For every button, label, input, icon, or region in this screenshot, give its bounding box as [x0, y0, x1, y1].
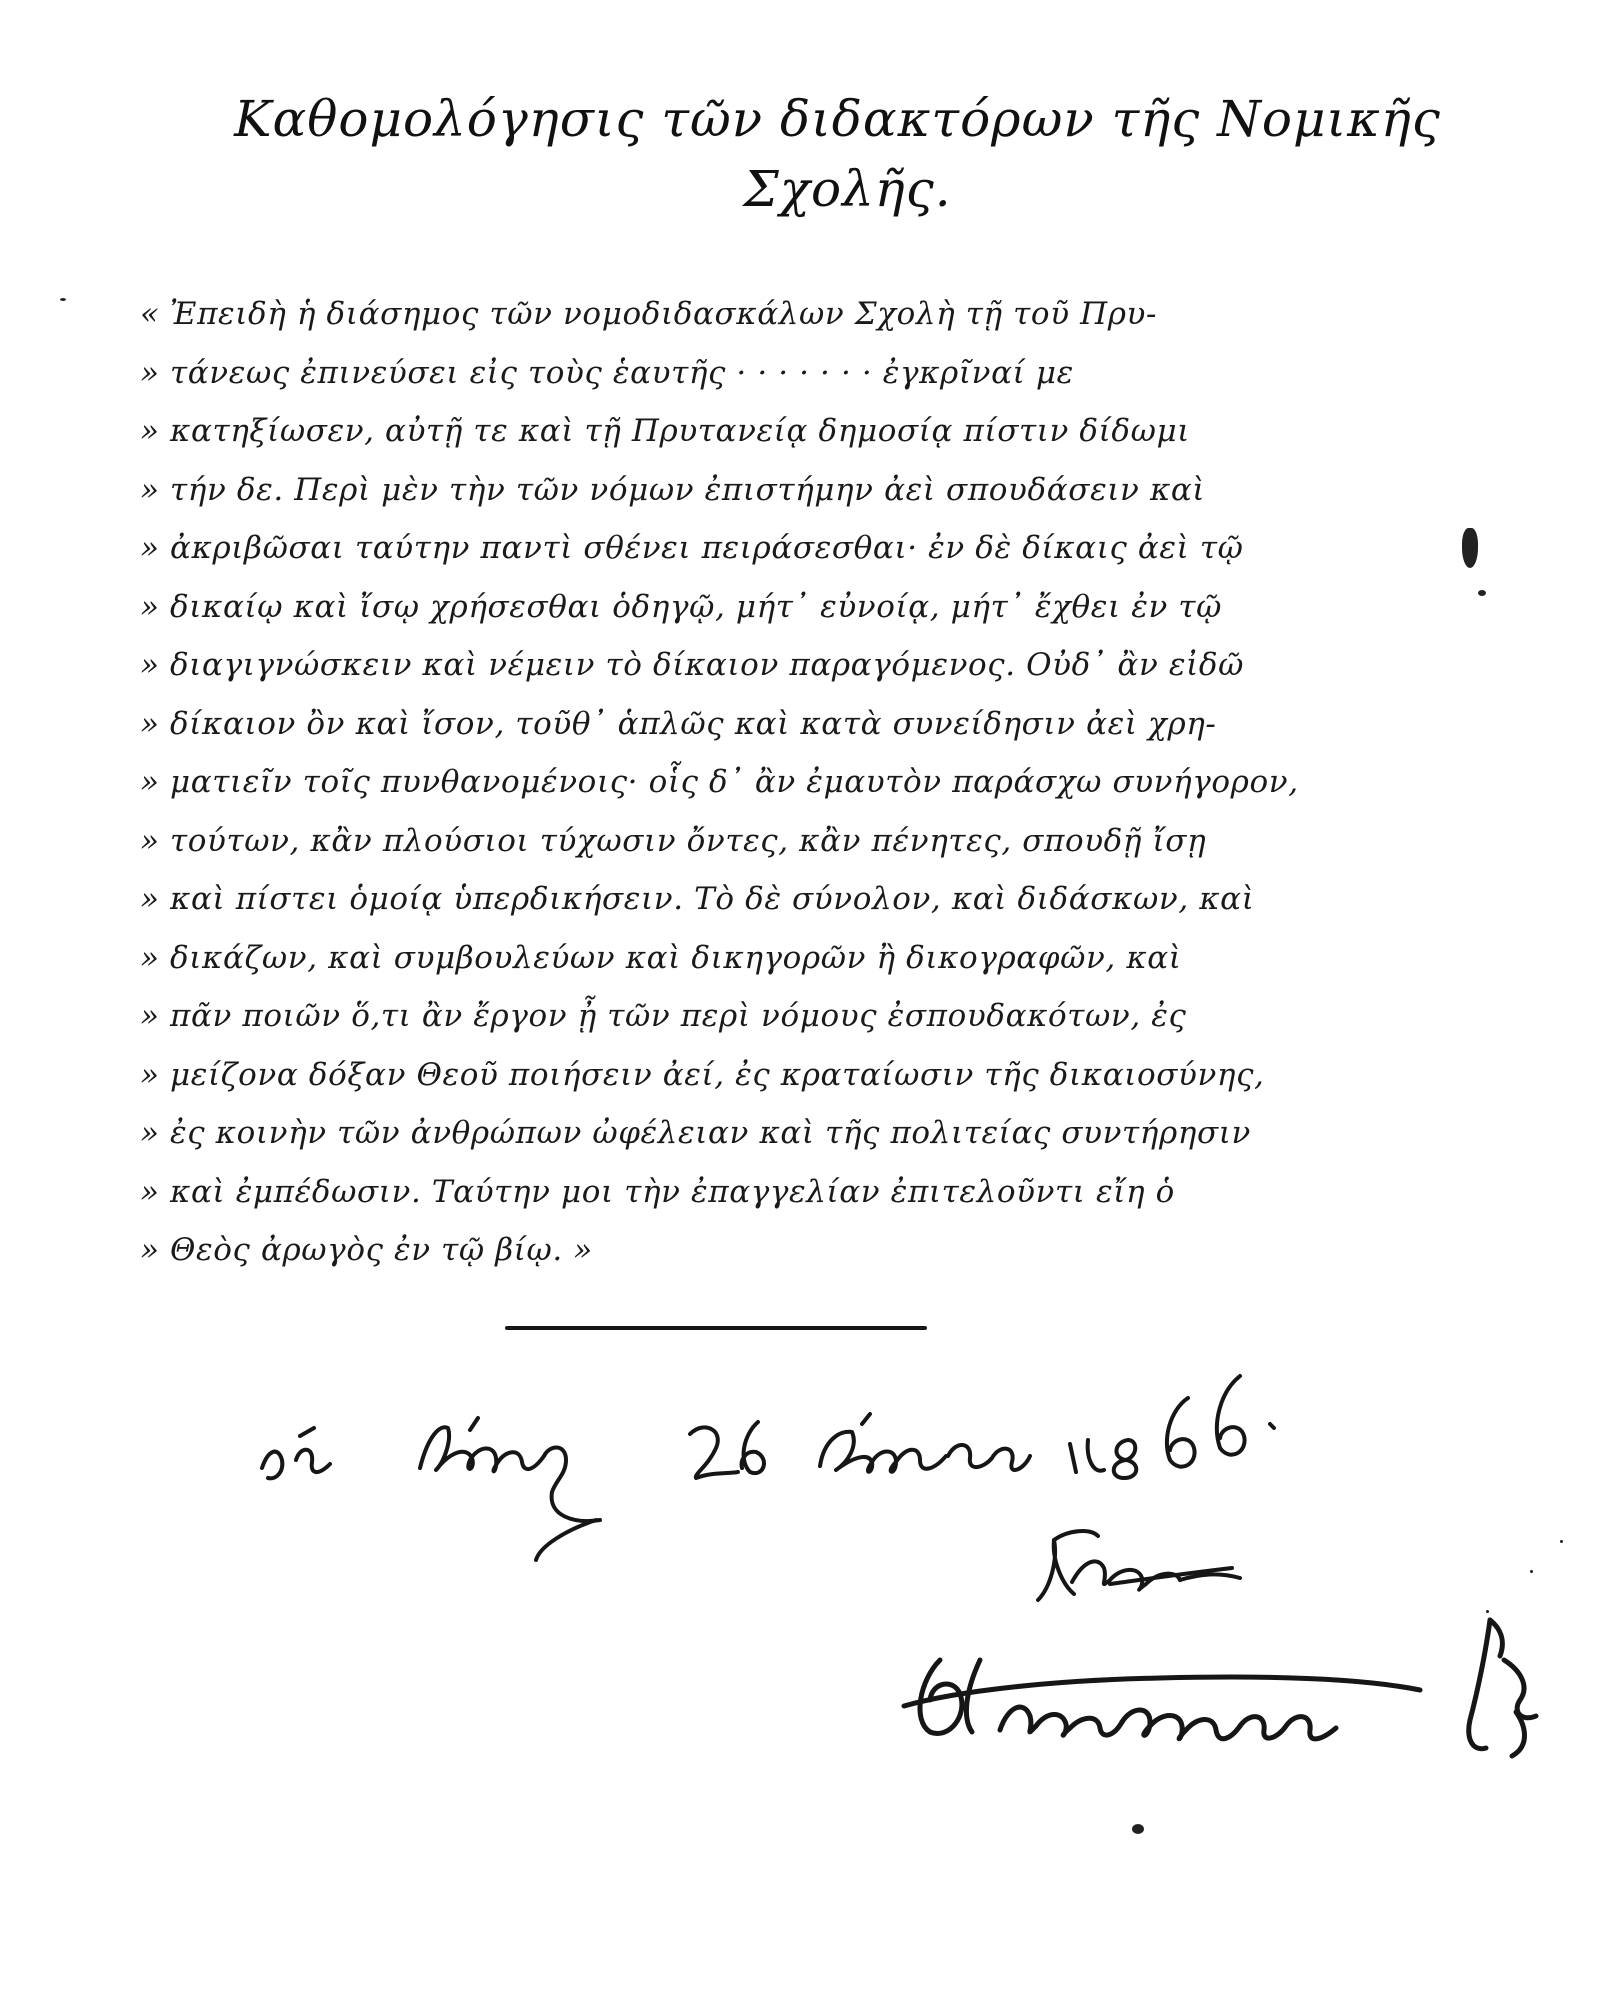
- oath-line: » Θεὸς ἀρωγὸς ἐν τῷ βίῳ. »: [140, 1232, 593, 1268]
- handwritten-signature-surname: [904, 1620, 1536, 1756]
- page-title-continued: Σχολῆς.: [743, 160, 952, 218]
- oath-line: » διαγιγνώσκειν καὶ νέμειν τὸ δίκαιον παραγόμενος. Οὐδ᾽ ἂν εἰδῶ: [140, 647, 1244, 683]
- oath-line: » τάνεως ἐπινεύσει εἰς τοὺς ἑαυτῆς · · · · · · · ἐγκρῖναί με: [140, 354, 1074, 391]
- ink-speck: [1486, 1610, 1489, 1613]
- handwritten-signature-first-name: [1038, 1531, 1240, 1600]
- oath-line: » δικαίῳ καὶ ἴσῳ χρήσεσθαι ὁδηγῷ, μήτ᾽ εὐνοίᾳ, μήτ᾽ ἔχθει ἐν τῷ: [140, 588, 1222, 625]
- oath-line: » πᾶν ποιῶν ὅ,τι ἂν ἔργον ᾖ τῶν περὶ νόμους ἐσπουδακότων, ἐς: [140, 998, 1187, 1034]
- oath-line: » μείζονα δόξαν Θεοῦ ποιήσειν ἀεί, ἐς κραταίωσιν τῆς δικαιοσύνης,: [140, 1056, 1265, 1093]
- oath-line: » ματιεῖν τοῖς πυνθανομένοις· οἷς δ᾽ ἂν ἐμαυτὸν παράσχω συνήγορον,: [140, 764, 1299, 800]
- page-title: Καθομολόγησις τῶν διδακτόρων τῆς Νομικῆς: [234, 90, 1441, 148]
- oath-line: » δικάζων, καὶ συμβουλεύων καὶ δικηγορῶν ἢ δικογραφῶν, καὶ: [140, 939, 1182, 976]
- oath-line: » τήν δε. Περὶ μὲν τὴν τῶν νόμων ἐπιστήμην ἀεὶ σπουδάσειν καὶ: [140, 471, 1206, 508]
- ink-speck: [1530, 1570, 1533, 1573]
- ink-blot: [1478, 590, 1486, 596]
- handwritten-place-date: [262, 1376, 1274, 1560]
- ink-blot: [1462, 528, 1478, 568]
- ink-speck: [60, 298, 66, 301]
- oath-line: « Ἐπειδὴ ἡ διάσημος τῶν νομοδιδασκάλων Σχολὴ τῇ τοῦ Πρυ-: [140, 296, 1158, 332]
- oath-line: » τούτων, κἂν πλούσιοι τύχωσιν ὄντες, κἂν πένητες, σπουδῇ ἴσῃ: [140, 822, 1207, 859]
- oath-line: » ἀκριβῶσαι ταύτην παντὶ σθένει πειράσεσθαι· ἐν δὲ δίκαις ἀεὶ τῷ: [140, 530, 1244, 566]
- oath-line: » καὶ ἐμπέδωσιν. Ταύτην μοι τὴν ἐπαγγελίαν ἐπιτελοῦντι εἴη ὁ: [140, 1173, 1175, 1210]
- oath-line: » κατηξίωσεν, αὐτῇ τε καὶ τῇ Πρυτανείᾳ δημοσίᾳ πίστιν δίδωμι: [140, 413, 1191, 449]
- oath-line: » καὶ πίστει ὁμοίᾳ ὑπερδικήσειν. Τὸ δὲ σύνολον, καὶ διδάσκων, καὶ: [140, 881, 1255, 917]
- ink-blot: [1132, 1824, 1144, 1834]
- oath-line: » ἐς κοινὴν τῶν ἀνθρώπων ὠφέλειαν καὶ τῆς πολιτείας συντήρησιν: [140, 1115, 1251, 1151]
- oath-line: » δίκαιον ὂν καὶ ἴσον, τοῦθ᾽ ἁπλῶς καὶ κατὰ συνείδησιν ἀεὶ χρη-: [140, 705, 1217, 742]
- ink-speck: [1560, 1540, 1563, 1543]
